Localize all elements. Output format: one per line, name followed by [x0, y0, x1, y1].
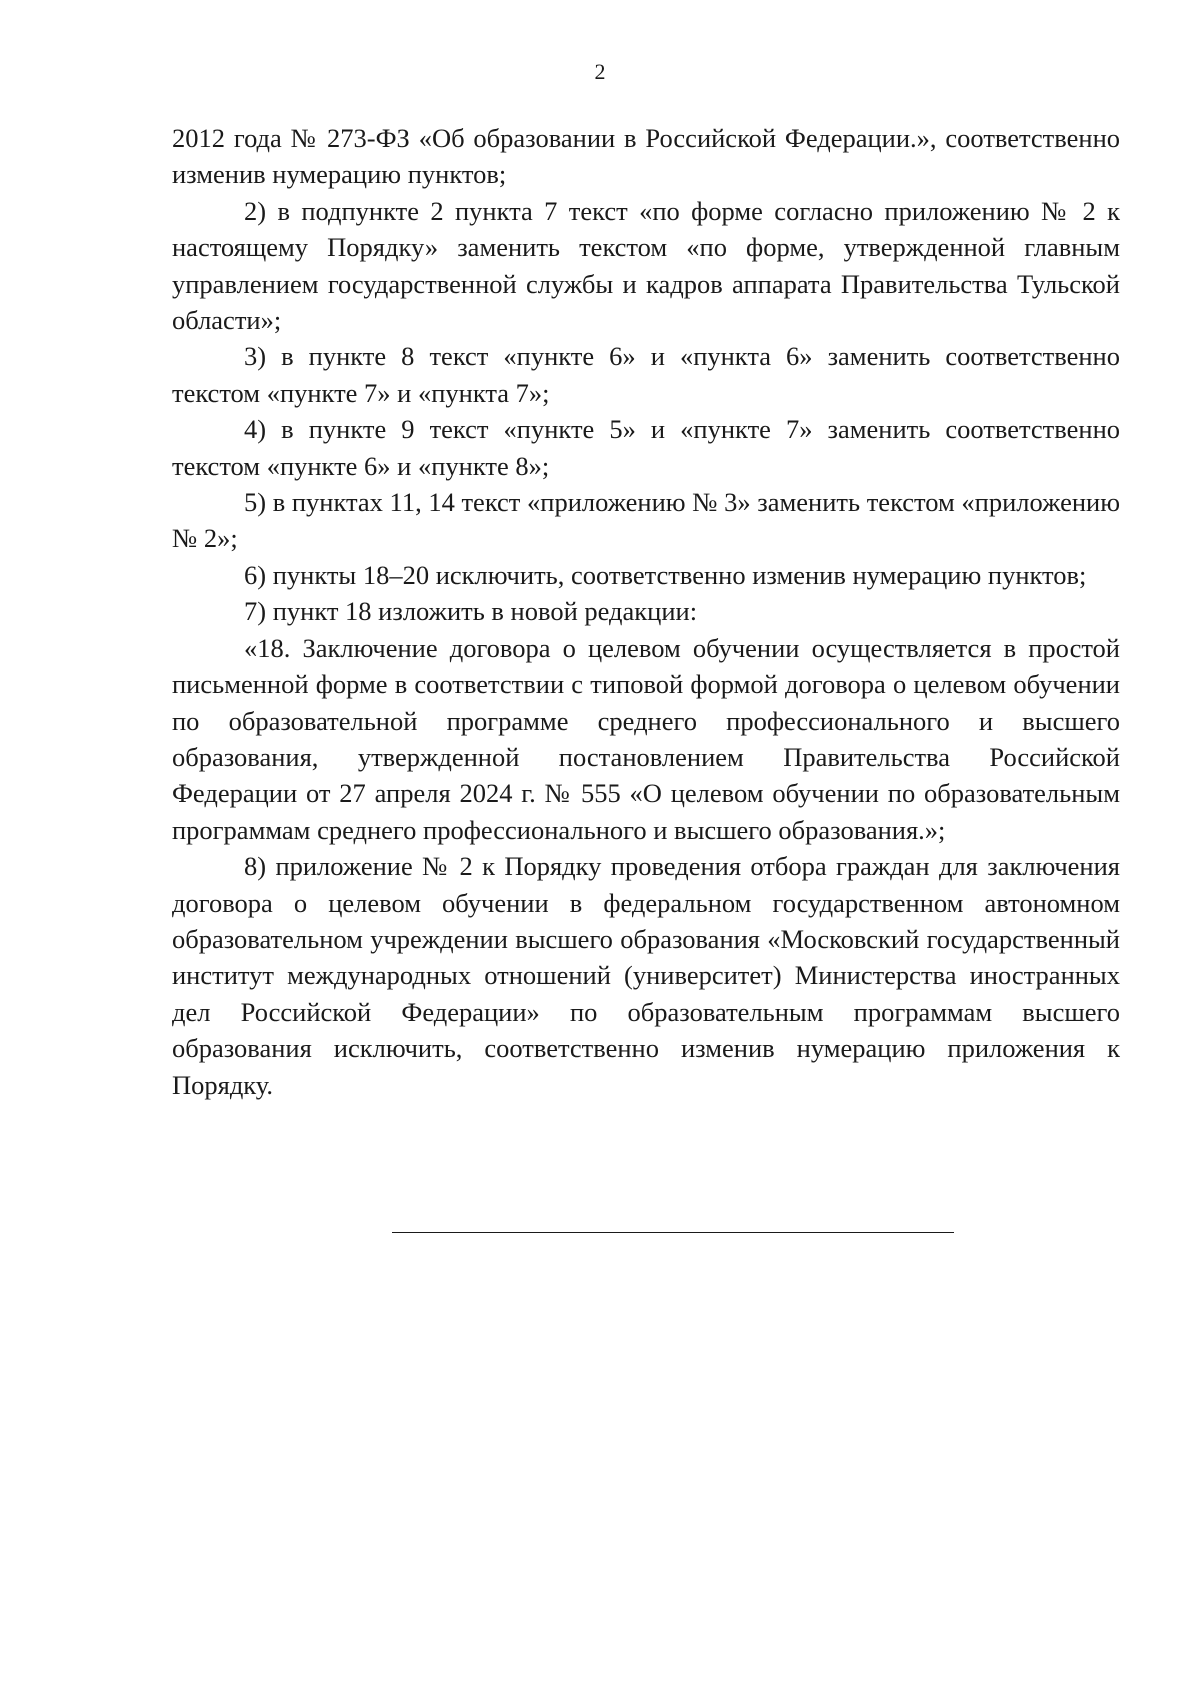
document-body [172, 120, 1120, 1103]
paragraph-item-6: 6) пункты 18–20 исключить, соответственно изменив нумерацию пунктов; [244, 559, 1087, 590]
paragraph-item-8: 8) приложение № 2 к Порядку проведения отбора граждан для заключения договора о целевом обучении в федеральном государственном автономном образовательном учреждении высшего образования «Московский государственный институт международных отношений (университет) Министерства иностранных дел Российской Федерации» по образовательным программам высшего образования исключить, соответственно изменив нумерацию приложения к Порядку. [172, 851, 1120, 1100]
paragraph-continuation: 2012 года № 273-ФЗ «Об образовании в Российской Федерации.», соответственно изменив нумерацию пунктов; [172, 123, 1120, 190]
paragraph-item-18-quote: «18. Заключение договора о целевом обучении осуществляется в простой письменной форме в соответствии с типовой формой договора о целевом обучении по образовательной программе среднего профессионального и высшего образования, утвержденной постановлением Правительства Российской Федерации от 27 апреля 2024 г. № 555 «О целевом обучении по образовательным программам среднего профессионального и высшего образования.»; [172, 632, 1120, 845]
paragraph-item-7: 7) пункт 18 изложить в новой редакции: [244, 596, 698, 627]
paragraph-item-4: 4) в пункте 9 текст «пункте 5» и «пункте 7» заменить соответственно текстом «пункте 6» и «пункте 8»; [172, 414, 1120, 481]
paragraph-item-3: 3) в пункте 8 текст «пункте 6» и «пункта 6» заменить соответственно текстом «пункте 7» и «пункта 7»; [172, 341, 1120, 408]
closing-divider-line [392, 1232, 954, 1233]
paragraph-item-5: 5) в пунктах 11, 14 текст «приложению № 3» заменить текстом «приложению № 2»; [172, 487, 1120, 554]
page-number: 2 [594, 59, 606, 84]
paragraph-item-2: 2) в подпункте 2 пункта 7 текст «по форме согласно приложению № 2 к настоящему Порядку» заменить текстом «по форме, утвержденной главным управлением государственной службы и кадров аппарата Правительства Тульской области»; [172, 195, 1120, 336]
